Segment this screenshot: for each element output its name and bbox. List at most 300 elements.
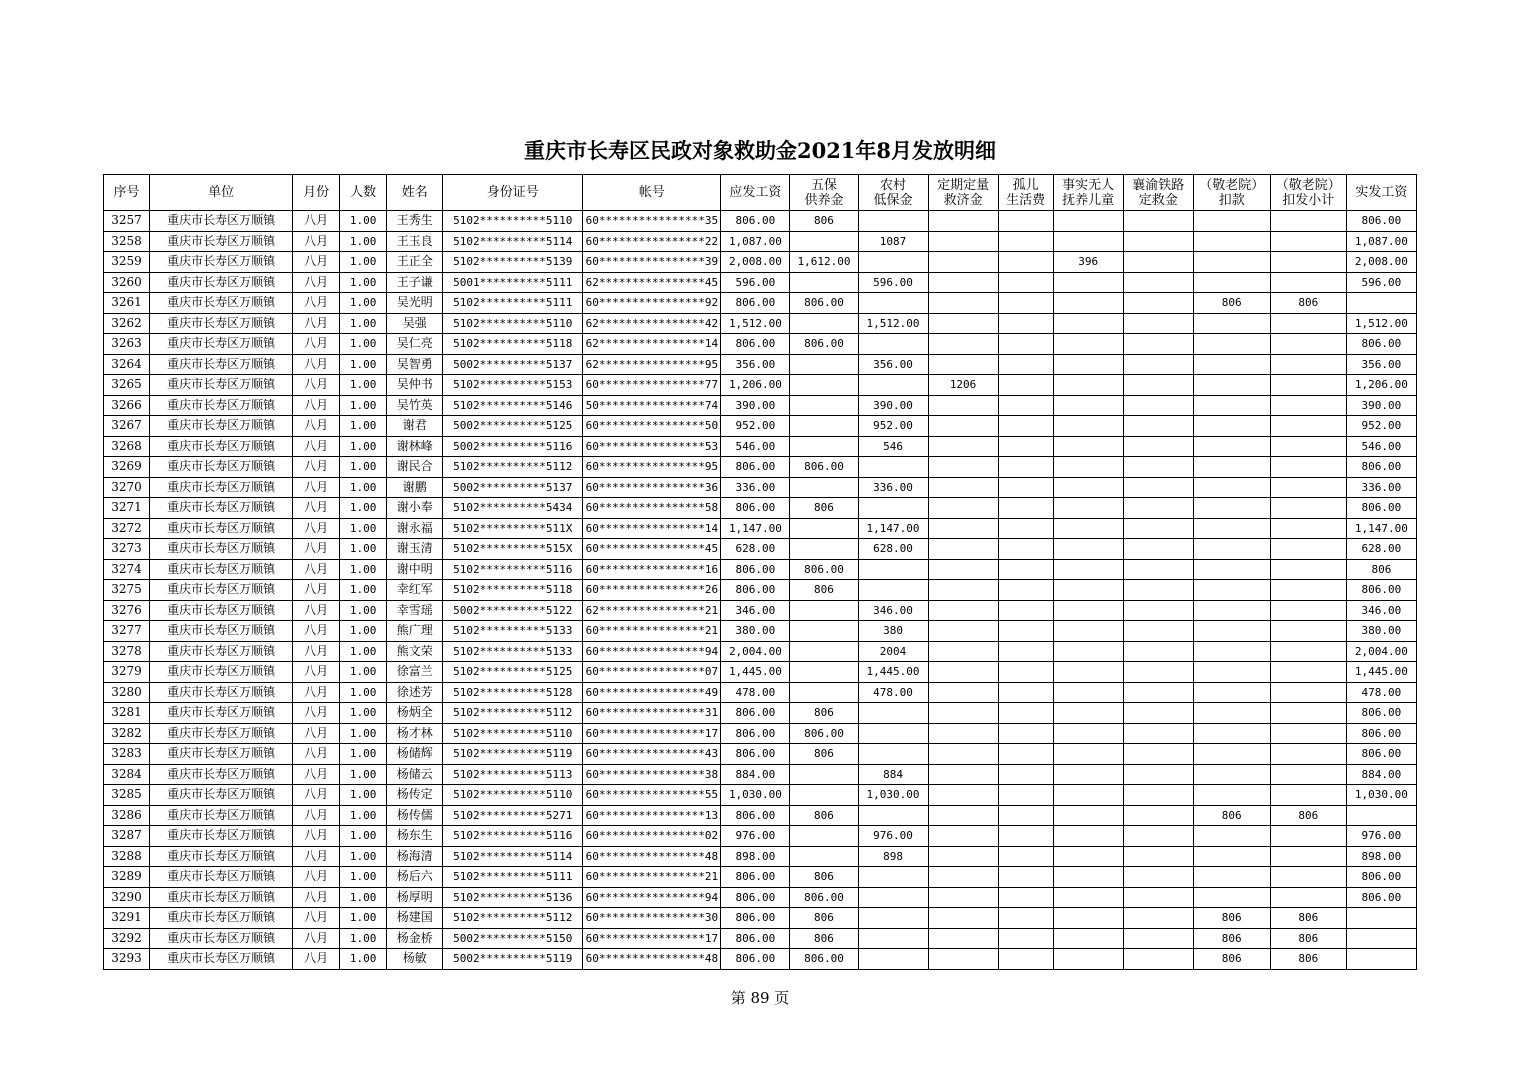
col-month-cell: 八月 <box>293 908 340 929</box>
col-unit-cell: 重庆市长寿区万顺镇 <box>150 498 293 519</box>
col-name-cell: 杨炳全 <box>387 703 443 724</box>
col-five-guarantee-cell <box>790 375 858 396</box>
col-nursing-home-subtotal-cell <box>1270 313 1346 334</box>
col-payable-cell: 806.00 <box>721 457 790 478</box>
col-orphan-living-cell <box>998 354 1053 375</box>
col-payable-cell: 346.00 <box>721 600 790 621</box>
col-name-cell: 杨敏 <box>387 949 443 970</box>
col-account-cell: 60****************39 <box>583 252 721 273</box>
col-unit-cell: 重庆市长寿区万顺镇 <box>150 559 293 580</box>
col-de-facto-orphan-cell <box>1053 662 1123 683</box>
col-de-facto-orphan-cell <box>1053 211 1123 232</box>
col-nursing-home-subtotal-cell <box>1270 272 1346 293</box>
col-nursing-home-subtotal-cell <box>1270 641 1346 662</box>
col-unit-cell: 重庆市长寿区万顺镇 <box>150 805 293 826</box>
col-payable-header: 应发工资 <box>721 175 790 211</box>
col-seq-cell: 3270 <box>104 477 150 498</box>
col-payable-cell: 952.00 <box>721 416 790 437</box>
col-de-facto-orphan-cell <box>1053 805 1123 826</box>
col-net-pay-header: 实发工资 <box>1346 175 1416 211</box>
col-payable-cell: 1,087.00 <box>721 231 790 252</box>
col-nursing-home-deduction-cell: 806 <box>1193 949 1270 970</box>
col-unit-cell: 重庆市长寿区万顺镇 <box>150 211 293 232</box>
col-unit-cell: 重庆市长寿区万顺镇 <box>150 621 293 642</box>
col-account-cell: 62****************42 <box>583 313 721 334</box>
col-orphan-living-cell <box>998 826 1053 847</box>
col-rural-subsistence-cell: 380 <box>858 621 928 642</box>
col-five-guarantee-cell: 806 <box>790 498 858 519</box>
col-de-facto-orphan-cell <box>1053 580 1123 601</box>
col-xiangyu-railway-cell <box>1123 846 1193 867</box>
col-nursing-home-deduction-cell: 806 <box>1193 928 1270 949</box>
col-orphan-living-cell <box>998 477 1053 498</box>
col-count-cell: 1.00 <box>340 559 387 580</box>
col-five-guarantee-cell: 806 <box>790 211 858 232</box>
col-unit-cell: 重庆市长寿区万顺镇 <box>150 354 293 375</box>
col-account-cell: 60****************50 <box>583 416 721 437</box>
col-orphan-living-cell <box>998 764 1053 785</box>
col-regular-relief-cell <box>928 600 998 621</box>
col-month-cell: 八月 <box>293 539 340 560</box>
col-regular-relief-cell <box>928 334 998 355</box>
col-unit-cell: 重庆市长寿区万顺镇 <box>150 293 293 314</box>
table-row <box>104 826 1417 847</box>
col-count-cell: 1.00 <box>340 682 387 703</box>
col-de-facto-orphan-cell <box>1053 682 1123 703</box>
col-rural-subsistence-cell: 2004 <box>858 641 928 662</box>
col-name-cell: 幸雪瑶 <box>387 600 443 621</box>
table-row <box>104 231 1417 252</box>
col-month-cell: 八月 <box>293 436 340 457</box>
col-de-facto-orphan-cell <box>1053 703 1123 724</box>
col-five-guarantee-cell: 806 <box>790 908 858 929</box>
col-de-facto-orphan-cell <box>1053 744 1123 765</box>
col-id-number-cell: 5102**********5112 <box>443 457 583 478</box>
col-payable-cell: 1,030.00 <box>721 785 790 806</box>
col-de-facto-orphan-cell: 396 <box>1053 252 1123 273</box>
col-net-pay-cell: 806.00 <box>1346 744 1416 765</box>
col-nursing-home-deduction-cell <box>1193 826 1270 847</box>
col-nursing-home-deduction-cell <box>1193 375 1270 396</box>
col-five-guarantee-cell: 806.00 <box>790 334 858 355</box>
col-orphan-living-cell <box>998 805 1053 826</box>
col-orphan-living-cell <box>998 375 1053 396</box>
col-seq-cell: 3275 <box>104 580 150 601</box>
col-rural-subsistence-cell: 1087 <box>858 231 928 252</box>
col-payable-cell: 806.00 <box>721 908 790 929</box>
col-month-cell: 八月 <box>293 272 340 293</box>
col-account-cell: 60****************26 <box>583 580 721 601</box>
col-nursing-home-subtotal-cell <box>1270 703 1346 724</box>
col-payable-cell: 1,445.00 <box>721 662 790 683</box>
col-net-pay-cell: 546.00 <box>1346 436 1416 457</box>
col-month-cell: 八月 <box>293 211 340 232</box>
col-net-pay-cell: 806.00 <box>1346 457 1416 478</box>
col-xiangyu-railway-cell <box>1123 908 1193 929</box>
col-count-cell: 1.00 <box>340 231 387 252</box>
table-body <box>104 211 1417 970</box>
col-id-number-cell: 5002**********5116 <box>443 436 583 457</box>
col-rural-subsistence-cell <box>858 867 928 888</box>
col-de-facto-orphan-cell <box>1053 641 1123 662</box>
col-nursing-home-subtotal-cell <box>1270 498 1346 519</box>
col-id-number-cell: 5102**********5128 <box>443 682 583 703</box>
col-de-facto-orphan-cell <box>1053 764 1123 785</box>
col-name-cell: 杨东生 <box>387 826 443 847</box>
col-unit-cell: 重庆市长寿区万顺镇 <box>150 395 293 416</box>
col-de-facto-orphan-cell <box>1053 908 1123 929</box>
col-payable-cell: 806.00 <box>721 805 790 826</box>
col-regular-relief-cell <box>928 928 998 949</box>
col-nursing-home-deduction-cell <box>1193 498 1270 519</box>
col-name-cell: 吴仲书 <box>387 375 443 396</box>
col-orphan-living-cell <box>998 744 1053 765</box>
col-orphan-living-cell <box>998 723 1053 744</box>
col-unit-cell: 重庆市长寿区万顺镇 <box>150 231 293 252</box>
page-number: 第 89 页 <box>730 989 790 1007</box>
col-net-pay-cell: 596.00 <box>1346 272 1416 293</box>
col-nursing-home-subtotal-cell <box>1270 416 1346 437</box>
col-count-cell: 1.00 <box>340 928 387 949</box>
col-rural-subsistence-cell <box>858 375 928 396</box>
col-seq-cell: 3258 <box>104 231 150 252</box>
col-xiangyu-railway-cell <box>1123 867 1193 888</box>
col-orphan-living-cell <box>998 313 1053 334</box>
col-payable-cell: 1,206.00 <box>721 375 790 396</box>
table-row <box>104 354 1417 375</box>
col-name-cell: 吴光明 <box>387 293 443 314</box>
col-count-cell: 1.00 <box>340 785 387 806</box>
col-orphan-living-cell <box>998 785 1053 806</box>
col-month-cell: 八月 <box>293 887 340 908</box>
col-unit-cell: 重庆市长寿区万顺镇 <box>150 457 293 478</box>
col-rural-subsistence-cell: 546 <box>858 436 928 457</box>
table-header-row <box>104 175 1417 211</box>
col-account-cell: 60****************35 <box>583 211 721 232</box>
col-id-number-cell: 5102**********5110 <box>443 211 583 232</box>
col-payable-cell: 380.00 <box>721 621 790 642</box>
col-nursing-home-deduction-cell: 806 <box>1193 908 1270 929</box>
table-row <box>104 211 1417 232</box>
col-payable-cell: 628.00 <box>721 539 790 560</box>
col-unit-cell: 重庆市长寿区万顺镇 <box>150 846 293 867</box>
col-xiangyu-railway-cell <box>1123 375 1193 396</box>
col-xiangyu-railway-cell <box>1123 600 1193 621</box>
col-xiangyu-railway-cell <box>1123 231 1193 252</box>
col-month-cell: 八月 <box>293 723 340 744</box>
col-account-cell: 60****************45 <box>583 539 721 560</box>
col-name-cell: 吴仁亮 <box>387 334 443 355</box>
col-five-guarantee-cell <box>790 539 858 560</box>
col-regular-relief-header: 定期定量 救济金 <box>928 175 998 211</box>
col-unit-cell: 重庆市长寿区万顺镇 <box>150 826 293 847</box>
col-net-pay-cell: 1,030.00 <box>1346 785 1416 806</box>
col-regular-relief-cell <box>928 682 998 703</box>
col-net-pay-cell: 806.00 <box>1346 887 1416 908</box>
col-nursing-home-subtotal-cell <box>1270 436 1346 457</box>
col-month-cell: 八月 <box>293 846 340 867</box>
col-nursing-home-deduction-cell <box>1193 334 1270 355</box>
col-account-cell: 60****************55 <box>583 785 721 806</box>
col-rural-subsistence-cell: 1,147.00 <box>858 518 928 539</box>
col-count-cell: 1.00 <box>340 703 387 724</box>
col-id-number-cell: 5102**********5136 <box>443 887 583 908</box>
col-rural-subsistence-cell <box>858 580 928 601</box>
table-row <box>104 621 1417 642</box>
col-nursing-home-subtotal-cell <box>1270 887 1346 908</box>
col-rural-subsistence-cell <box>858 908 928 929</box>
col-de-facto-orphan-cell <box>1053 723 1123 744</box>
col-rural-subsistence-cell: 390.00 <box>858 395 928 416</box>
col-unit-cell: 重庆市长寿区万顺镇 <box>150 334 293 355</box>
col-net-pay-cell: 898.00 <box>1346 846 1416 867</box>
col-net-pay-cell: 806 <box>1346 559 1416 580</box>
col-id-number-cell: 5002**********5119 <box>443 949 583 970</box>
col-regular-relief-cell <box>928 211 998 232</box>
col-rural-subsistence-cell: 898 <box>858 846 928 867</box>
col-orphan-living-cell <box>998 600 1053 621</box>
col-seq-cell: 3264 <box>104 354 150 375</box>
col-month-cell: 八月 <box>293 416 340 437</box>
col-net-pay-cell: 806.00 <box>1346 498 1416 519</box>
col-net-pay-cell: 806.00 <box>1346 867 1416 888</box>
col-name-cell: 杨传儒 <box>387 805 443 826</box>
table-row <box>104 477 1417 498</box>
col-orphan-living-cell <box>998 334 1053 355</box>
col-regular-relief-cell <box>928 416 998 437</box>
table-row <box>104 375 1417 396</box>
col-account-cell: 60****************53 <box>583 436 721 457</box>
col-name-header: 姓名 <box>387 175 443 211</box>
col-xiangyu-railway-cell <box>1123 826 1193 847</box>
col-de-facto-orphan-cell <box>1053 846 1123 867</box>
col-month-cell: 八月 <box>293 928 340 949</box>
col-regular-relief-cell <box>928 313 998 334</box>
col-nursing-home-deduction-cell <box>1193 252 1270 273</box>
col-unit-cell: 重庆市长寿区万顺镇 <box>150 641 293 662</box>
col-unit-cell: 重庆市长寿区万顺镇 <box>150 518 293 539</box>
col-orphan-living-cell <box>998 641 1053 662</box>
col-nursing-home-subtotal-cell <box>1270 334 1346 355</box>
col-payable-cell: 806.00 <box>721 334 790 355</box>
col-payable-cell: 806.00 <box>721 928 790 949</box>
col-seq-cell: 3291 <box>104 908 150 929</box>
table-row <box>104 600 1417 621</box>
col-payable-cell: 806.00 <box>721 498 790 519</box>
col-month-cell: 八月 <box>293 252 340 273</box>
col-id-number-cell: 5102**********5110 <box>443 313 583 334</box>
col-xiangyu-railway-cell <box>1123 272 1193 293</box>
col-de-facto-orphan-cell <box>1053 539 1123 560</box>
col-xiangyu-railway-cell <box>1123 805 1193 826</box>
col-five-guarantee-cell: 806 <box>790 744 858 765</box>
col-regular-relief-cell <box>928 252 998 273</box>
col-count-cell: 1.00 <box>340 293 387 314</box>
col-de-facto-orphan-cell <box>1053 785 1123 806</box>
col-xiangyu-railway-cell <box>1123 682 1193 703</box>
col-rural-subsistence-cell: 1,030.00 <box>858 785 928 806</box>
col-count-cell: 1.00 <box>340 826 387 847</box>
col-unit-cell: 重庆市长寿区万顺镇 <box>150 600 293 621</box>
col-payable-cell: 806.00 <box>721 867 790 888</box>
table-row <box>104 846 1417 867</box>
table-row <box>104 908 1417 929</box>
col-rural-subsistence-cell: 952.00 <box>858 416 928 437</box>
col-id-number-cell: 5102**********5139 <box>443 252 583 273</box>
col-unit-cell: 重庆市长寿区万顺镇 <box>150 416 293 437</box>
col-rural-subsistence-cell: 628.00 <box>858 539 928 560</box>
col-unit-cell: 重庆市长寿区万顺镇 <box>150 436 293 457</box>
col-nursing-home-deduction-cell <box>1193 846 1270 867</box>
col-xiangyu-railway-cell <box>1123 477 1193 498</box>
col-orphan-living-cell <box>998 682 1053 703</box>
col-account-cell: 60****************36 <box>583 477 721 498</box>
col-orphan-living-cell <box>998 621 1053 642</box>
col-count-cell: 1.00 <box>340 354 387 375</box>
col-name-cell: 王秀生 <box>387 211 443 232</box>
col-five-guarantee-cell <box>790 477 858 498</box>
col-unit-cell: 重庆市长寿区万顺镇 <box>150 908 293 929</box>
col-seq-cell: 3288 <box>104 846 150 867</box>
col-seq-cell: 3262 <box>104 313 150 334</box>
col-xiangyu-railway-cell <box>1123 498 1193 519</box>
col-count-cell: 1.00 <box>340 334 387 355</box>
col-seq-cell: 3273 <box>104 539 150 560</box>
col-nursing-home-deduction-cell <box>1193 764 1270 785</box>
table-row <box>104 887 1417 908</box>
col-orphan-living-cell <box>998 231 1053 252</box>
col-seq-cell: 3265 <box>104 375 150 396</box>
col-five-guarantee-cell <box>790 621 858 642</box>
col-seq-header: 序号 <box>104 175 150 211</box>
col-de-facto-orphan-cell <box>1053 313 1123 334</box>
col-name-cell: 徐富兰 <box>387 662 443 683</box>
col-count-cell: 1.00 <box>340 600 387 621</box>
col-de-facto-orphan-cell <box>1053 477 1123 498</box>
col-xiangyu-railway-cell <box>1123 354 1193 375</box>
col-nursing-home-subtotal-cell <box>1270 518 1346 539</box>
col-regular-relief-cell <box>928 867 998 888</box>
relief-fund-table <box>103 174 1417 970</box>
col-id-number-cell: 5002**********5122 <box>443 600 583 621</box>
table-row <box>104 662 1417 683</box>
col-unit-cell: 重庆市长寿区万顺镇 <box>150 375 293 396</box>
table-row <box>104 498 1417 519</box>
col-seq-cell: 3293 <box>104 949 150 970</box>
col-payable-cell: 2,004.00 <box>721 641 790 662</box>
col-month-cell: 八月 <box>293 498 340 519</box>
col-orphan-living-cell <box>998 559 1053 580</box>
col-de-facto-orphan-cell <box>1053 354 1123 375</box>
col-orphan-living-cell <box>998 580 1053 601</box>
col-five-guarantee-cell <box>790 662 858 683</box>
col-nursing-home-deduction-cell <box>1193 395 1270 416</box>
col-count-cell: 1.00 <box>340 723 387 744</box>
col-regular-relief-cell <box>928 293 998 314</box>
col-five-guarantee-cell: 806.00 <box>790 559 858 580</box>
col-name-cell: 杨建国 <box>387 908 443 929</box>
col-net-pay-cell: 1,512.00 <box>1346 313 1416 334</box>
col-net-pay-cell: 1,147.00 <box>1346 518 1416 539</box>
col-account-cell: 60****************17 <box>583 928 721 949</box>
col-month-cell: 八月 <box>293 826 340 847</box>
col-orphan-living-cell <box>998 457 1053 478</box>
col-month-cell: 八月 <box>293 621 340 642</box>
col-five-guarantee-cell: 806.00 <box>790 293 858 314</box>
col-net-pay-cell: 478.00 <box>1346 682 1416 703</box>
col-rural-subsistence-cell <box>858 252 928 273</box>
col-count-cell: 1.00 <box>340 949 387 970</box>
col-payable-cell: 806.00 <box>721 887 790 908</box>
col-regular-relief-cell <box>928 395 998 416</box>
col-nursing-home-deduction-cell <box>1193 477 1270 498</box>
col-count-cell: 1.00 <box>340 908 387 929</box>
col-orphan-living-cell <box>998 293 1053 314</box>
col-name-cell: 王子谦 <box>387 272 443 293</box>
col-nursing-home-subtotal-cell <box>1270 231 1346 252</box>
table-row <box>104 805 1417 826</box>
col-net-pay-cell <box>1346 949 1416 970</box>
col-unit-cell: 重庆市长寿区万顺镇 <box>150 928 293 949</box>
col-five-guarantee-cell <box>790 785 858 806</box>
col-seq-cell: 3280 <box>104 682 150 703</box>
col-de-facto-orphan-cell <box>1053 457 1123 478</box>
col-unit-cell: 重庆市长寿区万顺镇 <box>150 744 293 765</box>
col-nursing-home-deduction-header: （敬老院） 扣款 <box>1193 175 1270 211</box>
col-xiangyu-railway-cell <box>1123 580 1193 601</box>
col-nursing-home-deduction-cell <box>1193 887 1270 908</box>
col-count-cell: 1.00 <box>340 641 387 662</box>
col-nursing-home-deduction-cell <box>1193 682 1270 703</box>
col-rural-subsistence-header: 农村 低保金 <box>858 175 928 211</box>
col-de-facto-orphan-cell <box>1053 498 1123 519</box>
table-row <box>104 867 1417 888</box>
col-xiangyu-railway-cell <box>1123 641 1193 662</box>
col-orphan-living-cell <box>998 867 1053 888</box>
col-seq-cell: 3287 <box>104 826 150 847</box>
col-regular-relief-cell <box>928 908 998 929</box>
col-rural-subsistence-cell <box>858 805 928 826</box>
col-rural-subsistence-cell <box>858 293 928 314</box>
table-row <box>104 293 1417 314</box>
col-month-header: 月份 <box>293 175 340 211</box>
col-account-cell: 60****************48 <box>583 949 721 970</box>
col-id-number-cell: 5102**********5146 <box>443 395 583 416</box>
col-month-cell: 八月 <box>293 231 340 252</box>
col-name-cell: 谢玉清 <box>387 539 443 560</box>
table-row <box>104 272 1417 293</box>
col-nursing-home-deduction-cell <box>1193 744 1270 765</box>
col-net-pay-cell: 806.00 <box>1346 580 1416 601</box>
col-name-cell: 熊广理 <box>387 621 443 642</box>
col-nursing-home-subtotal-cell <box>1270 580 1346 601</box>
col-de-facto-orphan-cell <box>1053 293 1123 314</box>
table-row <box>104 723 1417 744</box>
col-payable-cell: 806.00 <box>721 211 790 232</box>
col-payable-cell: 336.00 <box>721 477 790 498</box>
col-account-cell: 60****************21 <box>583 621 721 642</box>
col-nursing-home-subtotal-cell <box>1270 600 1346 621</box>
col-rural-subsistence-cell: 356.00 <box>858 354 928 375</box>
col-unit-cell: 重庆市长寿区万顺镇 <box>150 477 293 498</box>
col-nursing-home-subtotal-cell: 806 <box>1270 805 1346 826</box>
col-name-cell: 谢林峰 <box>387 436 443 457</box>
col-count-cell: 1.00 <box>340 477 387 498</box>
col-id-number-cell: 5102**********5116 <box>443 826 583 847</box>
col-net-pay-cell: 1,445.00 <box>1346 662 1416 683</box>
col-net-pay-cell: 806.00 <box>1346 334 1416 355</box>
col-xiangyu-railway-cell <box>1123 764 1193 785</box>
